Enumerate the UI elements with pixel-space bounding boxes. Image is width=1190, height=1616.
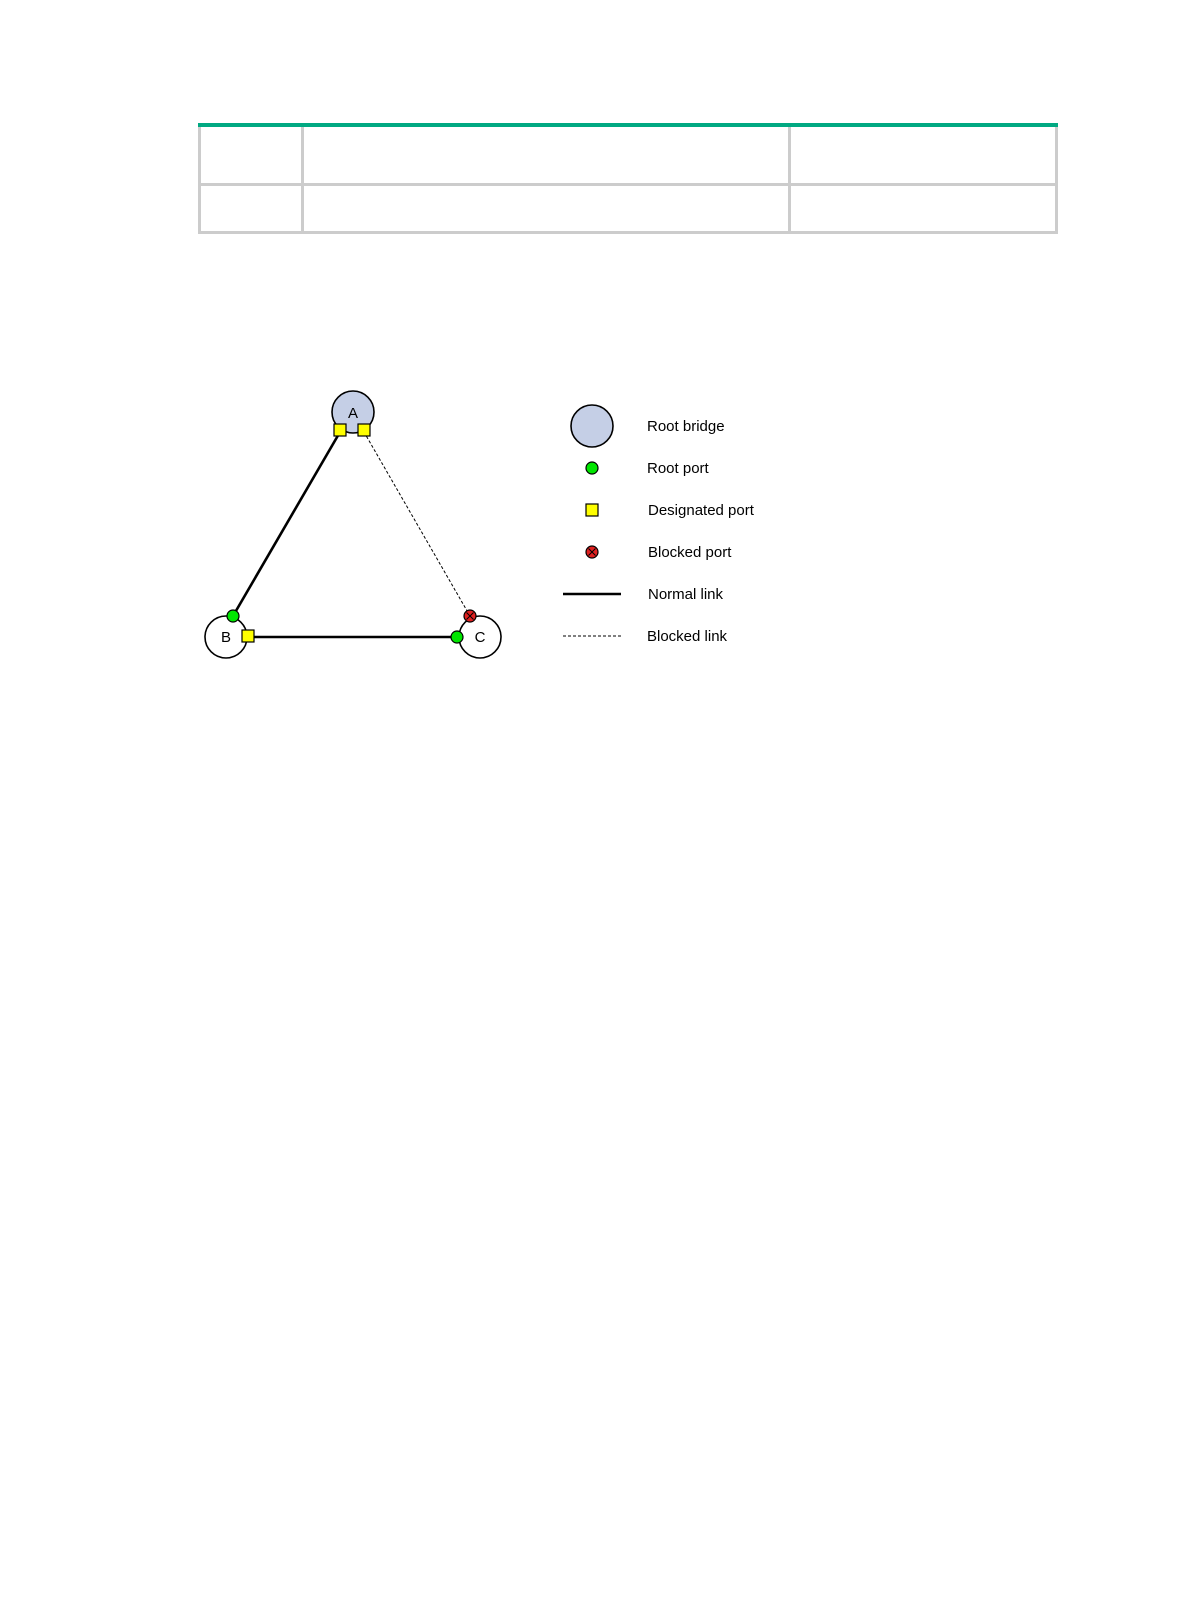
legend-root-port-icon <box>586 462 598 474</box>
legend-blocked-link-label: Blocked link <box>647 628 728 645</box>
legend-designated-port-label: Designated port <box>648 502 754 519</box>
legend <box>563 405 755 645</box>
blocked-link-a-c <box>364 432 470 616</box>
root-port-b <box>227 610 239 622</box>
legend-blocked-port-icon <box>586 546 598 558</box>
node-c-label: C <box>474 629 486 646</box>
designated-port-a-b <box>334 424 346 436</box>
legend-root-bridge-label: Root bridge <box>647 418 725 435</box>
blocked-port-c <box>464 610 476 622</box>
node-a-label: A <box>347 405 359 422</box>
node-b-label: B <box>220 629 232 646</box>
legend-designated-port-icon <box>586 504 598 516</box>
legend-normal-link-label: Normal link <box>648 586 724 603</box>
legend-blocked-port-label: Blocked port <box>648 544 732 561</box>
designated-port-a-c <box>358 424 370 436</box>
legend-root-port-label: Root port <box>647 460 709 477</box>
normal-link-a-b <box>233 432 340 616</box>
root-port-c <box>451 631 463 643</box>
legend-root-bridge-icon <box>571 405 613 447</box>
designated-port-b-c <box>242 630 254 642</box>
